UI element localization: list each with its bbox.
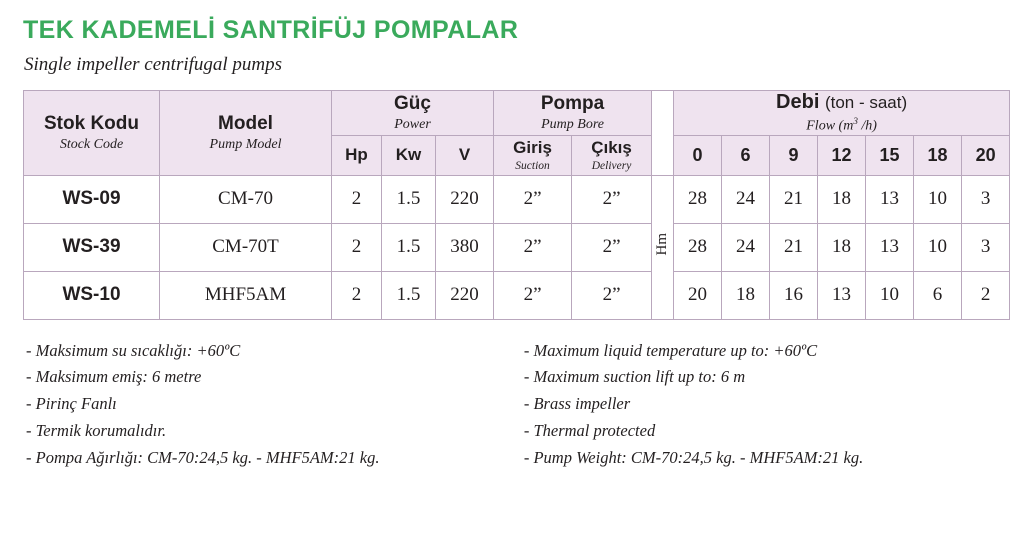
header-flow-en-main: Flow (m <box>806 118 854 134</box>
cell-delivery: 2” <box>572 175 652 223</box>
header-pump-bore <box>494 91 652 136</box>
header-hp: Hp <box>332 135 382 175</box>
header-flow-20: 20 <box>962 135 1010 175</box>
cell-voltage: 220 <box>436 175 494 223</box>
cell-voltage: 220 <box>436 271 494 319</box>
cell-flow-12: 18 <box>818 175 866 223</box>
cell-hp: 2 <box>332 271 382 319</box>
header-model-tr: Model <box>218 112 273 134</box>
note-item: - Maksimum su sıcaklığı: +60ºC <box>26 340 241 360</box>
cell-flow-9: 16 <box>770 271 818 319</box>
table-header-row-top <box>24 91 1010 136</box>
cell-suction: 2” <box>494 223 572 271</box>
pump-spec-table <box>23 90 1010 320</box>
header-voltage: V <box>436 135 494 175</box>
cell-flow-9: 21 <box>770 223 818 271</box>
header-suction-en: Suction <box>515 160 550 173</box>
cell-flow-18: 10 <box>914 223 962 271</box>
cell-flow-15: 10 <box>866 271 914 319</box>
header-flow-0: 0 <box>674 135 722 175</box>
cell-flow-0: 20 <box>674 271 722 319</box>
cell-flow-18: 10 <box>914 175 962 223</box>
table-body <box>24 175 1010 319</box>
cell-delivery: 2” <box>572 271 652 319</box>
note-item: - Termik korumalıdır. <box>26 420 167 440</box>
note-item: - Pompa Ağırlığı: CM-70:24,5 kg. - MHF5AM:21 kg. <box>26 447 380 467</box>
table-row <box>24 271 1010 319</box>
header-bore-tr: Pompa <box>540 92 605 114</box>
note-item: - Maximum suction lift up to: 6 m <box>523 367 746 387</box>
cell-flow-12: 18 <box>818 223 866 271</box>
header-flow-9: 9 <box>770 135 818 175</box>
note-item: - Brass impeller <box>523 394 631 414</box>
cell-flow-6: 24 <box>722 175 770 223</box>
notes-section <box>26 338 942 472</box>
cell-flow-0: 28 <box>674 223 722 271</box>
cell-stock-code: WS-39 <box>24 223 160 271</box>
datasheet-page <box>0 16 996 547</box>
cell-flow-15: 13 <box>866 223 914 271</box>
cell-kw: 1.5 <box>382 223 436 271</box>
cell-flow-0: 28 <box>674 175 722 223</box>
header-suction-tr: Giriş <box>513 138 552 158</box>
header-bore-en: Pump Bore <box>541 116 604 132</box>
cell-stock-code: WS-10 <box>24 271 160 319</box>
cell-flow-15: 13 <box>866 175 914 223</box>
cell-flow-12: 13 <box>818 271 866 319</box>
cell-hp: 2 <box>332 175 382 223</box>
note-item: - Pirinç Fanlı <box>26 394 117 414</box>
cell-flow-20: 3 <box>962 223 1010 271</box>
header-suction <box>494 135 572 175</box>
header-flow-unit-tr: (ton - saat) <box>824 93 908 112</box>
note-item: - Maksimum emiş: 6 metre <box>26 367 202 387</box>
cell-stock-code: WS-09 <box>24 175 160 223</box>
header-stock-code <box>24 91 160 176</box>
cell-kw: 1.5 <box>382 271 436 319</box>
header-delivery-en: Delivery <box>591 160 632 173</box>
cell-kw: 1.5 <box>382 175 436 223</box>
cell-model: CM-70 <box>160 175 332 223</box>
cell-flow-20: 3 <box>962 175 1010 223</box>
notes-english <box>524 338 942 472</box>
table-row <box>24 175 1010 223</box>
header-flow <box>674 91 1010 136</box>
header-flow-en <box>674 116 1009 135</box>
cell-flow-6: 24 <box>722 223 770 271</box>
header-power <box>332 91 494 136</box>
cell-model: CM-70T <box>160 223 332 271</box>
header-power-tr: Güç <box>394 92 431 114</box>
header-flow-en-sup: 3 <box>853 116 858 126</box>
note-item: - Maximum liquid temperature up to: +60ºC <box>523 340 818 360</box>
cell-voltage: 380 <box>436 223 494 271</box>
cell-flow-18: 6 <box>914 271 962 319</box>
header-model <box>160 91 332 176</box>
cell-flow-6: 18 <box>722 271 770 319</box>
cell-flow-20: 2 <box>962 271 1010 319</box>
table-head <box>24 91 1010 176</box>
header-flow-18: 18 <box>914 135 962 175</box>
header-flow-en-rest: /h) <box>857 118 877 134</box>
hm-label: Hm <box>654 233 671 256</box>
cell-hm-axis-label <box>652 175 674 319</box>
page-subtitle: Single impeller centrifugal pumps <box>24 54 283 75</box>
cell-delivery: 2” <box>572 223 652 271</box>
header-flow-6: 6 <box>722 135 770 175</box>
cell-flow-9: 21 <box>770 175 818 223</box>
header-stock-code-en: Stock Code <box>59 136 124 152</box>
header-kw: Kw <box>382 135 436 175</box>
cell-suction: 2” <box>494 175 572 223</box>
note-item: - Thermal protected <box>523 420 656 440</box>
header-model-en: Pump Model <box>209 136 282 152</box>
cell-model: MHF5AM <box>160 271 332 319</box>
header-power-en: Power <box>394 116 431 132</box>
header-flow-12: 12 <box>818 135 866 175</box>
header-flow-15: 15 <box>866 135 914 175</box>
header-stock-code-tr: Stok Kodu <box>44 112 139 134</box>
cell-hp: 2 <box>332 223 382 271</box>
cell-suction: 2” <box>494 271 572 319</box>
header-delivery-tr: Çıkış <box>591 138 632 158</box>
note-item: - Pump Weight: CM-70:24,5 kg. - MHF5AM:21 kg. <box>523 447 864 467</box>
table-row <box>24 223 1010 271</box>
header-delivery <box>572 135 652 175</box>
header-hm-spacer <box>652 91 674 176</box>
notes-turkish <box>26 338 524 472</box>
page-title: TEK KADEMELİ SANTRİFÜJ POMPALAR <box>23 16 519 44</box>
header-flow-tr: Debi <box>776 91 820 113</box>
